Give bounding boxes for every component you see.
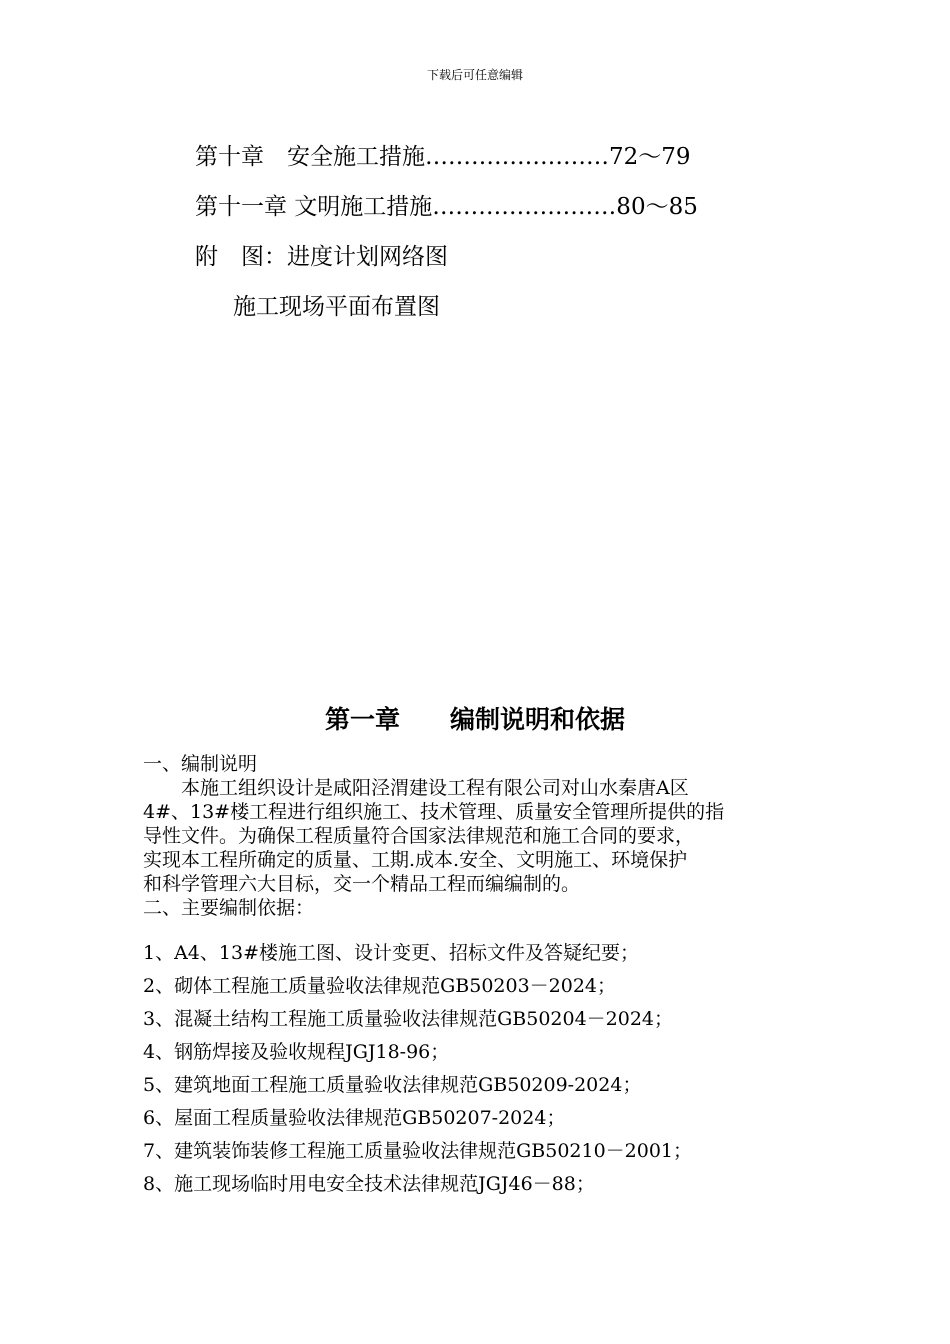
toc-entry-chapter-10: 第十章 安全施工措施……………………72～79 (195, 144, 691, 170)
toc-entry-appendix-network: 附 图：进度计划网络图 (195, 244, 448, 270)
section-compilation-notes (143, 752, 813, 920)
reference-item: 4、钢筋焊接及验收规程JGJ18-96； (143, 1041, 450, 1063)
toc-entry-chapter-11: 第十一章 文明施工措施……………………80～85 (195, 194, 698, 220)
paragraph-line: 导性文件。为确保工程质量符合国家法律规范和施工合同的要求， (143, 825, 695, 847)
table-of-contents (195, 132, 815, 332)
paragraph-line: 4#、13#楼工程进行组织施工、技术管理、质量安全管理所提供的指 (143, 801, 725, 823)
reference-item: 2、砌体工程施工质量验收法律规范GB50203－2024； (143, 975, 617, 997)
section-heading: 二、主要编制依据： (143, 897, 315, 919)
reference-item: 7、建筑装饰装修工程施工质量验收法律规范GB50210－2001； (143, 1140, 693, 1162)
paragraph-line: 和科学管理六大目标，交一个精品工程而编编制的。 (143, 873, 581, 895)
reference-item: 3、混凝土结构工程施工质量验收法律规范GB50204－2024； (143, 1008, 674, 1030)
reference-list (143, 937, 813, 1201)
paragraph-line: 实现本工程所确定的质量、工期.成本.安全、文明施工、环境保护 (143, 849, 688, 871)
reference-item: 6、屋面工程质量验收法律规范GB50207-2024； (143, 1107, 566, 1129)
reference-item: 8、施工现场临时用电安全技术法律规范JGJ46－88； (143, 1173, 595, 1195)
reference-item: 1、A4、13#楼施工图、设计变更、招标文件及答疑纪要； (143, 942, 639, 964)
section-heading: 一、编制说明 (143, 753, 258, 775)
toc-entry-appendix-site-plan: 施工现场平面布置图 (233, 294, 440, 320)
chapter-title: 第一章 编制说明和依据 (324, 705, 625, 734)
reference-item: 5、建筑地面工程施工质量验收法律规范GB50209-2024； (143, 1074, 642, 1096)
paragraph-line: 本施工组织设计是咸阳泾渭建设工程有限公司对山水秦唐A区 (181, 777, 689, 799)
page-header-note: 下载后可任意编辑 (426, 68, 523, 82)
